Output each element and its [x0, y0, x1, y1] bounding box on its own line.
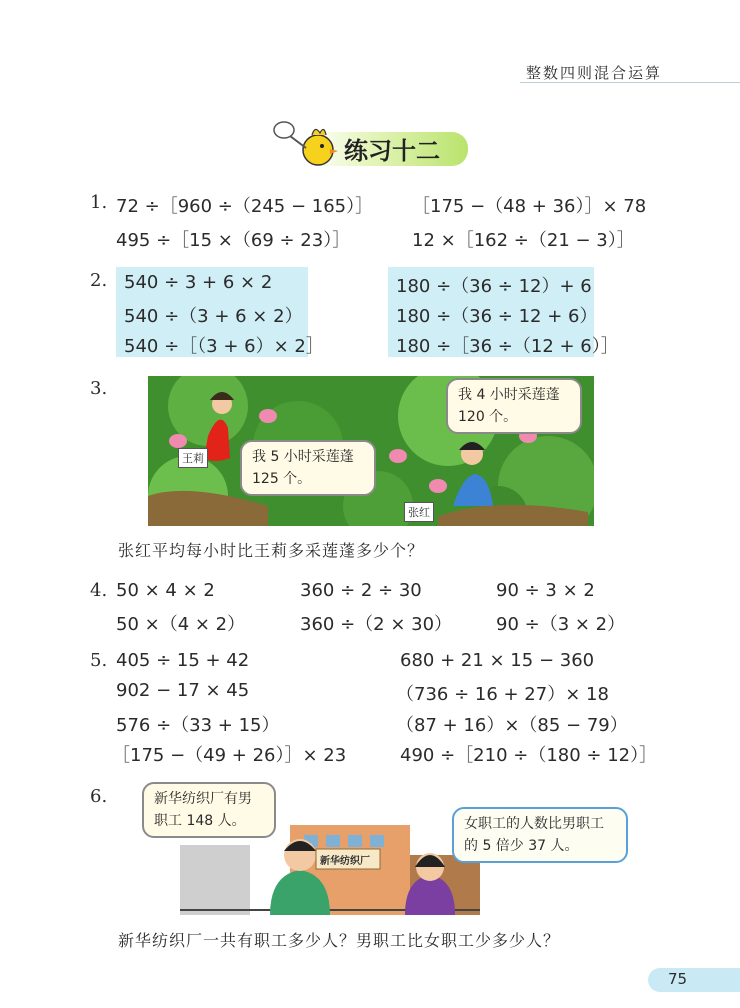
zhanghong-speech-bubble: 我 4 小时采莲蓬 120 个。	[446, 378, 582, 434]
ex2-item: 180 ÷（36 ÷ 12 + 6）	[396, 306, 598, 327]
wangli-name-tag: 王莉	[178, 448, 208, 468]
ex4-item: 50 ×（4 × 2）	[116, 614, 246, 635]
page-number: 75	[668, 970, 688, 988]
page-number-tab	[648, 968, 740, 992]
ex5-number: 5.	[90, 650, 108, 671]
ex2-item: 540 ÷［（3 + 6）× 2］	[124, 336, 324, 357]
lotus-pond-illustration	[148, 376, 594, 526]
ex4-item: 50 × 4 × 2	[116, 580, 215, 601]
woman-speech-bubble: 女职工的人数比男职工的 5 倍少 37 人。	[452, 807, 628, 863]
ex2-item: 540 ÷ 3 + 6 × 2	[124, 272, 273, 293]
ex5-item: ［175 −（49 + 26）］× 23	[112, 745, 347, 766]
ex4-number: 4.	[90, 580, 108, 601]
exercise-title-banner	[268, 116, 468, 174]
header-divider	[520, 82, 740, 83]
ex4-item: 360 ÷ 2 ÷ 30	[300, 580, 422, 601]
zhanghong-name-tag: 张红	[404, 502, 434, 522]
ex1-item: ［175 −（48 + 36）］× 78	[412, 196, 647, 217]
ex5-item: （736 ÷ 16 + 27）× 18	[396, 684, 609, 705]
exercise-title: 练习十二	[344, 137, 440, 165]
ex2-number: 2.	[90, 270, 108, 291]
ex5-item: 490 ÷［210 ÷（180 ÷ 12）］	[400, 745, 658, 766]
ex2-item: 180 ÷［36 ÷（12 + 6）］	[396, 336, 619, 357]
ex2-item: 540 ÷（3 + 6 × 2）	[124, 306, 303, 327]
ex5-item: 680 + 21 × 15 − 360	[400, 650, 595, 671]
chapter-header: 整数四则混合运算	[525, 64, 662, 82]
ex2-item: 180 ÷（36 ÷ 12）+ 6	[396, 276, 592, 297]
ex1-item: 72 ÷［960 ÷（245 − 165）］	[116, 196, 374, 217]
factory-sign: 新华纺织厂	[320, 856, 370, 867]
ex4-item: 360 ÷（2 × 30）	[300, 614, 453, 635]
ex3-number: 3.	[90, 378, 108, 399]
ex5-item: 405 ÷ 15 + 42	[116, 650, 250, 671]
wangli-speech-bubble: 我 5 小时采莲蓬 125 个。	[240, 440, 376, 496]
ex5-item: （87 + 16）×（85 − 79）	[396, 715, 628, 736]
ex4-item: 90 ÷ 3 × 2	[496, 580, 595, 601]
ex4-item: 90 ÷（3 × 2）	[496, 614, 626, 635]
chick-tennis-icon	[268, 116, 348, 174]
ex1-number: 1.	[90, 192, 108, 213]
ex1-item: 495 ÷［15 ×（69 ÷ 23）］	[116, 230, 351, 251]
ex5-item: 902 − 17 × 45	[116, 680, 250, 701]
ex1-item: 12 ×［162 ÷（21 − 3）］	[412, 230, 635, 251]
man-speech-bubble: 新华纺织厂有男职工 148 人。	[142, 782, 276, 838]
ex5-item: 576 ÷（33 + 15）	[116, 715, 280, 736]
ex6-number: 6.	[90, 786, 108, 807]
ex6-question: 新华纺织厂一共有职工多少人？男职工比女职工少多少人？	[118, 931, 561, 950]
ex3-question: 张红平均每小时比王莉多采莲蓬多少个？	[118, 541, 425, 560]
